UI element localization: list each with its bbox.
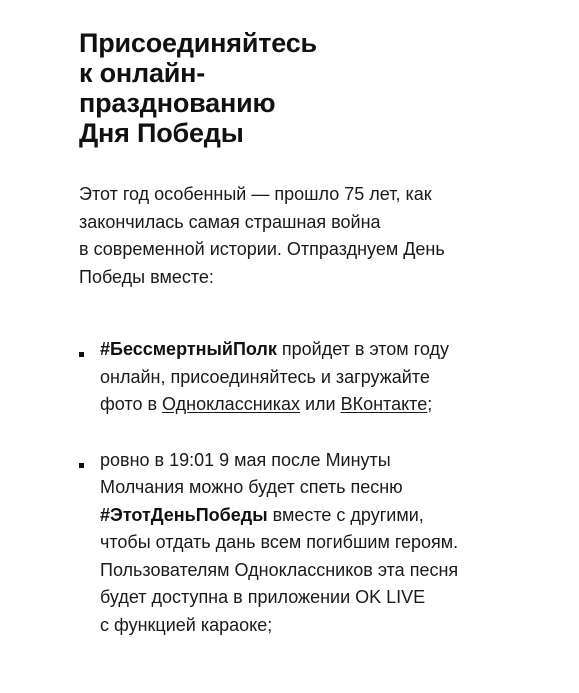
hashtag-victory-day: #ЭтотДеньПобеды <box>100 504 268 525</box>
bullet-square-icon <box>79 352 84 357</box>
list-item <box>79 447 519 640</box>
item-line: ровно в 19:01 9 мая после Минуты <box>100 449 391 470</box>
bullet-square-icon <box>79 463 84 468</box>
page-title <box>79 28 519 148</box>
item-line: Молчания можно будет спеть песню <box>100 477 403 497</box>
title-line: Присоединяйтесь <box>79 28 317 58</box>
item-line <box>100 391 519 419</box>
intro-paragraph <box>79 181 519 291</box>
list-item <box>79 336 519 419</box>
item-line: будет доступна в приложении OK LIVE <box>100 587 426 607</box>
intro-line: Этот год особенный — прошло 75 лет, как <box>79 184 432 204</box>
intro-line: в современной истории. Отпразднуем День <box>79 239 445 259</box>
article-content <box>79 28 519 639</box>
vkontakte-link[interactable]: ВКонтакте <box>340 394 428 414</box>
bullet-list <box>79 336 519 639</box>
title-line: Дня Победы <box>79 118 244 148</box>
item-line <box>100 336 519 364</box>
item-text: фото в <box>100 394 163 414</box>
intro-line: закончилась самая страшная война <box>79 211 381 232</box>
item-line: онлайн, присоединяйтесь и загружайте <box>100 366 430 387</box>
title-line: к онлайн- <box>79 58 206 88</box>
item-text: пройдет в этом году <box>276 339 449 359</box>
item-text: вместе с другими, <box>267 504 424 525</box>
item-text: или <box>299 394 341 414</box>
intro-line: Победы вместе: <box>79 266 214 287</box>
odnoklassniki-link[interactable]: Одноклассниках <box>162 394 300 414</box>
item-line: Пользователям Одноклассников эта песня <box>100 559 459 580</box>
item-line <box>100 502 519 530</box>
hashtag-immortal-regiment: #БессмертныйПолк <box>100 339 277 359</box>
item-line: с функцией караоке; <box>100 614 273 635</box>
title-line: празднованию <box>79 88 276 118</box>
item-line: чтобы отдать дань всем погибшим героям. <box>100 532 459 552</box>
item-text: ; <box>427 394 433 414</box>
